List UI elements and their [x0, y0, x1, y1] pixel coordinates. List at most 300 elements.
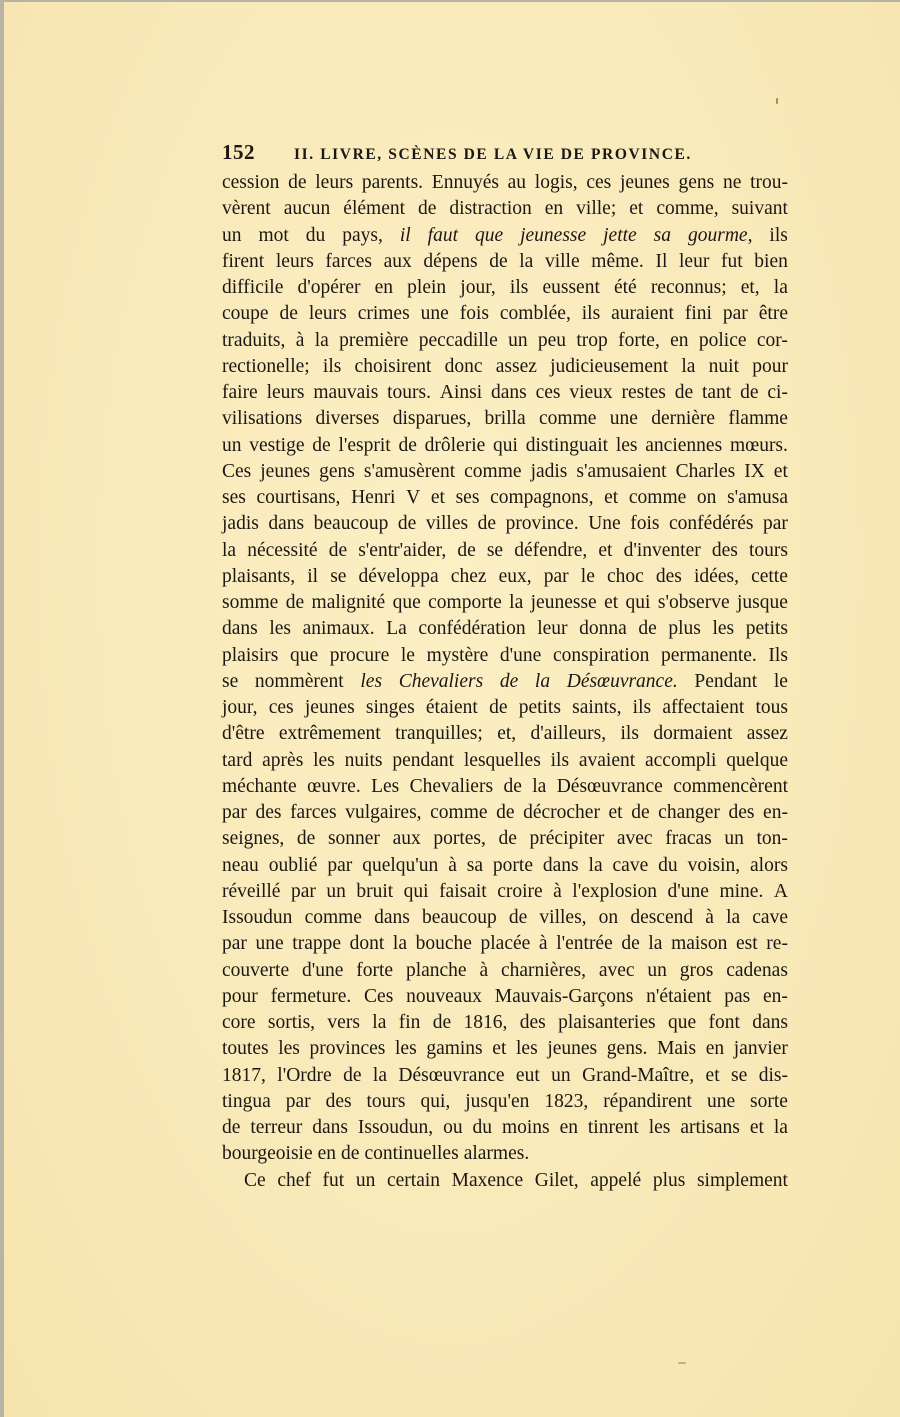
word: beaucoup: [422, 907, 497, 928]
word: un: [222, 224, 242, 246]
word: ces: [586, 172, 612, 193]
word: et: [749, 1117, 764, 1138]
word: les: [313, 749, 335, 771]
word: de: [740, 382, 759, 403]
word: eut: [515, 1064, 540, 1086]
text-line: [222, 695, 788, 721]
word: le: [580, 565, 595, 587]
word: de: [489, 697, 508, 718]
word: une: [420, 303, 449, 325]
word: 1817,: [222, 1064, 266, 1086]
word: seignes,: [222, 828, 285, 850]
word: ils: [581, 303, 601, 325]
word: confédération: [418, 618, 526, 640]
word: dernière: [651, 408, 716, 430]
word: logis,: [534, 172, 578, 193]
word: farces: [290, 802, 337, 823]
word: ils: [550, 749, 570, 771]
word: étaient: [425, 697, 478, 718]
word: trappe: [292, 933, 342, 955]
word: Maxence: [451, 1169, 524, 1191]
word: par: [222, 933, 247, 955]
word: V: [406, 487, 421, 508]
word: comblée,: [499, 303, 571, 325]
word: l'entrée: [556, 933, 613, 955]
word: à: [448, 854, 457, 876]
word: La: [386, 618, 407, 640]
word: et: [705, 1064, 720, 1086]
word: vieux: [569, 382, 613, 403]
word: Ces: [222, 460, 252, 482]
word: nécessité: [247, 539, 318, 561]
word: Mais: [657, 1038, 697, 1060]
word: par: [285, 1090, 311, 1112]
word: s'entr'aider,: [358, 539, 447, 561]
word: tours: [366, 1090, 406, 1112]
word: eussent: [542, 277, 600, 298]
word: du: [658, 854, 678, 876]
text-line: [222, 1141, 788, 1167]
word: cadenas: [726, 959, 788, 981]
word: ses: [455, 487, 480, 508]
word: cave: [612, 854, 649, 876]
word: conspiration: [552, 644, 650, 666]
word: leurs: [266, 382, 305, 403]
word: s'amusaient: [576, 460, 667, 482]
word: Issoudun,: [357, 1117, 434, 1138]
word: trop: [576, 329, 608, 351]
italic-word: jeunesse: [520, 224, 587, 246]
word: 1816,: [463, 1012, 508, 1033]
word: par: [543, 565, 569, 587]
word: tard: [222, 749, 253, 771]
word: des: [325, 1090, 352, 1112]
text-line: [222, 459, 788, 485]
word: d'inventer: [623, 539, 701, 561]
word: aucun: [283, 198, 331, 220]
word: d'opérer: [297, 277, 361, 298]
word: mystère: [426, 644, 489, 666]
text-line: [222, 1115, 788, 1141]
word: un: [647, 959, 667, 981]
word: qui: [493, 434, 518, 456]
word: permanente.: [660, 644, 757, 666]
word: se: [222, 670, 239, 692]
word: vestige: [249, 434, 305, 456]
word: cave: [752, 907, 788, 928]
body-text: [222, 170, 788, 1194]
word: commencèrent: [673, 775, 788, 797]
word: une: [609, 408, 638, 430]
word: de: [489, 250, 508, 272]
word: appelé: [590, 1169, 642, 1191]
word: les: [395, 1038, 417, 1060]
word: par: [290, 880, 316, 902]
word: et: [629, 198, 644, 220]
word: Les: [371, 775, 400, 797]
word: et: [604, 487, 619, 508]
word: et: [598, 539, 613, 561]
word: fois: [459, 303, 489, 325]
word: rectionelle;: [222, 355, 310, 377]
word: leurs: [315, 172, 354, 193]
text-line: [222, 433, 788, 459]
word: qui: [625, 592, 651, 613]
word: n'étaient: [646, 985, 712, 1007]
word: une: [255, 933, 284, 955]
word: décrocher: [523, 802, 600, 823]
text-line: [222, 616, 788, 642]
word: portes,: [433, 828, 486, 850]
word: auraient: [611, 303, 674, 325]
word: se: [330, 565, 347, 587]
word: avec: [616, 828, 653, 850]
word: gros: [679, 959, 714, 981]
word: Ils: [768, 644, 788, 666]
word: de: [638, 618, 657, 640]
word: lesquelles: [463, 749, 541, 771]
word: flamme: [728, 408, 788, 430]
scan-edge-top: [0, 0, 900, 2]
word: petits: [745, 618, 788, 640]
word: d'une: [499, 644, 542, 666]
word: la: [372, 1012, 387, 1033]
word: couverte: [222, 959, 290, 981]
word: de: [503, 775, 522, 797]
word: l'Ordre: [277, 1064, 332, 1086]
italic-word: gourme,: [687, 224, 753, 246]
word: en: [705, 1038, 725, 1060]
word: beaucoup: [313, 513, 389, 535]
word: des: [519, 1012, 546, 1033]
word: assez: [746, 723, 788, 745]
word: de: [457, 539, 476, 561]
text-line: [222, 800, 788, 826]
word: de: [343, 1064, 362, 1086]
word: est: [736, 933, 758, 955]
paper-speck: [776, 98, 778, 104]
word: forte: [356, 959, 394, 981]
word: été: [613, 277, 637, 298]
text-line: [222, 1168, 788, 1194]
word: bruit: [356, 880, 394, 902]
word: croire: [497, 880, 543, 902]
word: et: [430, 487, 445, 508]
word: mauvais: [313, 382, 379, 403]
word: Désœuvrance: [398, 1064, 505, 1086]
word: font: [708, 1012, 740, 1033]
word: œuvre.: [307, 775, 361, 797]
word: en: [317, 1143, 337, 1165]
word: il: [307, 565, 319, 587]
word: de: [477, 513, 497, 535]
word: ville;: [576, 198, 617, 220]
word: sorte: [750, 1090, 788, 1112]
word: extrêmement: [278, 723, 381, 745]
running-head: II. LIVRE, SCÈNES DE LA VIE DE PROVINCE.: [294, 146, 692, 163]
word: d'une: [667, 880, 709, 902]
word: des: [255, 802, 282, 823]
word: jusque: [737, 592, 788, 613]
word: tingua: [222, 1090, 271, 1112]
word: comme: [464, 460, 522, 482]
word: pas: [724, 985, 751, 1007]
word: fut: [322, 1169, 345, 1191]
word: après: [262, 749, 304, 771]
word: ils: [769, 224, 788, 246]
word: comme: [304, 907, 362, 928]
word: assez: [495, 355, 537, 377]
page-header: [222, 140, 788, 166]
word: ils: [322, 355, 342, 377]
word: de: [621, 933, 640, 955]
word: à: [705, 907, 714, 928]
word: voisin,: [687, 854, 741, 876]
word: la: [773, 277, 788, 298]
italic-word: Désœuvrance.: [566, 670, 678, 692]
word: par: [222, 802, 247, 823]
word: à: [295, 329, 305, 351]
word: jour,: [460, 277, 496, 298]
word: aux: [383, 250, 412, 272]
italic-word: les: [360, 670, 383, 692]
word: charnières,: [500, 959, 586, 981]
word: jadis: [222, 513, 259, 535]
text-line: [222, 1010, 788, 1036]
word: de: [328, 539, 348, 561]
word: et: [773, 460, 788, 482]
word: vulgaires,: [345, 802, 422, 823]
paper-speck: [678, 1362, 686, 1364]
word: Henri: [351, 487, 396, 508]
word: sonner: [327, 828, 380, 850]
word: d'une: [302, 959, 344, 981]
italic-word: il: [399, 224, 411, 246]
word: chef: [277, 1169, 311, 1191]
word: fois: [630, 513, 660, 535]
word: de: [288, 172, 307, 193]
word: placée: [480, 933, 531, 955]
word: méchante: [222, 775, 297, 797]
word: d'ailleurs,: [530, 723, 607, 745]
word: de: [285, 592, 305, 613]
word: nuit: [708, 355, 740, 377]
word: dans: [374, 907, 410, 928]
word: jeunes: [547, 1038, 598, 1060]
word: changer: [658, 802, 720, 823]
word: leurs: [275, 250, 314, 272]
italic-word: la: [534, 670, 551, 692]
word: toutes: [222, 1038, 269, 1060]
word: simplement: [696, 1169, 788, 1191]
word: peccadille: [418, 329, 498, 351]
word: élément: [343, 198, 406, 220]
word: par: [763, 513, 788, 535]
text-line: [222, 223, 788, 249]
italic-word: sa: [653, 224, 672, 246]
word: comme,: [656, 198, 719, 220]
word: continuelles: [364, 1143, 459, 1165]
italic-word: Chevaliers: [398, 670, 484, 692]
word: quelqu'un: [362, 854, 439, 876]
text-line: [222, 721, 788, 747]
word: et,: [740, 277, 760, 298]
word: Une: [588, 513, 621, 535]
word: les: [615, 434, 638, 456]
word: plaisants,: [222, 565, 296, 587]
word: en: [670, 329, 689, 351]
word: ton-: [756, 828, 788, 850]
word: jour,: [222, 697, 258, 718]
word: IX: [744, 460, 765, 482]
word: des: [728, 802, 755, 823]
word: réveillé: [222, 880, 281, 902]
word: firent: [222, 250, 265, 272]
word: fini: [684, 303, 712, 325]
scan-edge-left: [0, 0, 4, 1417]
word: courtisans,: [256, 487, 341, 508]
word: police: [698, 329, 747, 351]
word: dormaient: [653, 723, 733, 745]
word: et,: [497, 723, 517, 745]
text-line: [222, 328, 788, 354]
word: de: [279, 303, 298, 325]
text-line: [222, 879, 788, 905]
word: de: [631, 802, 650, 823]
word: dont: [349, 933, 385, 955]
text-line: [222, 511, 788, 537]
word: ci-: [767, 382, 788, 403]
word: de: [508, 907, 528, 928]
word: saints,: [572, 697, 622, 718]
word: dans: [542, 854, 579, 876]
word: jeunes: [304, 697, 355, 718]
word: quelque: [726, 749, 788, 771]
word: core: [222, 1012, 256, 1033]
word: petits: [518, 697, 561, 718]
word: chez: [450, 565, 487, 587]
word: eux,: [498, 565, 532, 587]
word: en: [544, 198, 564, 220]
word: nommèrent: [254, 670, 344, 692]
word: on: [598, 907, 619, 928]
word: de: [397, 513, 417, 535]
word: fin: [398, 1012, 421, 1033]
word: comporte: [428, 592, 502, 613]
word: avec: [598, 959, 635, 981]
word: affectaient: [662, 697, 745, 718]
word: un: [508, 329, 528, 351]
word: comme: [628, 487, 687, 508]
word: restes: [621, 382, 666, 403]
word: la: [648, 933, 663, 955]
word: les: [516, 1038, 538, 1060]
word: planche: [405, 959, 467, 981]
word: des: [711, 539, 738, 561]
word: précipiter: [529, 828, 605, 850]
word: de: [418, 198, 437, 220]
word: dans: [490, 382, 527, 403]
word: fut: [720, 250, 743, 272]
word: jusqu'en: [465, 1090, 530, 1112]
word: s'observe: [657, 592, 730, 613]
word: traduits,: [222, 329, 286, 351]
word: A: [773, 880, 788, 902]
word: du: [305, 224, 326, 246]
word: la: [509, 592, 524, 613]
word: farces: [325, 250, 372, 272]
word: gens.: [606, 1038, 648, 1060]
text-line: [222, 564, 788, 590]
word: ou: [443, 1117, 463, 1138]
word: à: [479, 959, 489, 981]
word: dis-: [758, 1064, 788, 1086]
word: de: [432, 1012, 452, 1033]
word: comme: [539, 408, 597, 430]
word: se: [486, 539, 504, 561]
word: jadis: [530, 460, 568, 482]
word: ville: [544, 250, 580, 272]
word: plaisanteries: [558, 1012, 656, 1033]
word: de: [296, 828, 316, 850]
word: nouveaux: [406, 985, 482, 1007]
text-line: [222, 853, 788, 879]
word: tours: [748, 539, 788, 561]
word: villes,: [539, 907, 587, 928]
word: un: [724, 828, 744, 850]
word: des: [655, 565, 682, 587]
word: plaisirs: [222, 644, 279, 666]
word: les: [712, 618, 735, 640]
word: s'amusa: [727, 487, 788, 508]
word: sortis,: [267, 1012, 316, 1033]
word: qui: [403, 880, 429, 902]
word: la: [372, 1064, 387, 1086]
word: somme: [222, 592, 279, 613]
word: brilla: [484, 408, 526, 430]
word: l'explosion: [572, 880, 658, 902]
word: même.: [591, 250, 644, 272]
word: les: [278, 1038, 300, 1060]
word: défendre,: [514, 539, 588, 561]
word: un: [222, 434, 242, 456]
word: ses: [222, 487, 246, 508]
word: donc: [444, 355, 483, 377]
word: cor-: [756, 329, 788, 351]
word: et: [608, 802, 623, 823]
word: vèrent: [222, 198, 271, 220]
word: en: [559, 1117, 578, 1138]
word: ils: [620, 723, 639, 745]
word: ces: [268, 697, 294, 718]
word: la: [532, 775, 547, 797]
word: peu: [537, 329, 567, 351]
word: Pendant: [694, 670, 758, 692]
word: re-: [766, 933, 788, 955]
word: le: [400, 644, 415, 666]
word: tous: [755, 697, 788, 718]
word: de: [398, 434, 417, 456]
word: province.: [505, 513, 579, 535]
text-line: [222, 354, 788, 380]
word: à: [538, 933, 548, 955]
word: ils: [632, 697, 652, 718]
word: maison: [671, 933, 728, 955]
word: la: [681, 355, 696, 377]
word: bourgeoisie: [222, 1143, 313, 1165]
word: la: [314, 329, 329, 351]
word: plus: [652, 1169, 686, 1191]
